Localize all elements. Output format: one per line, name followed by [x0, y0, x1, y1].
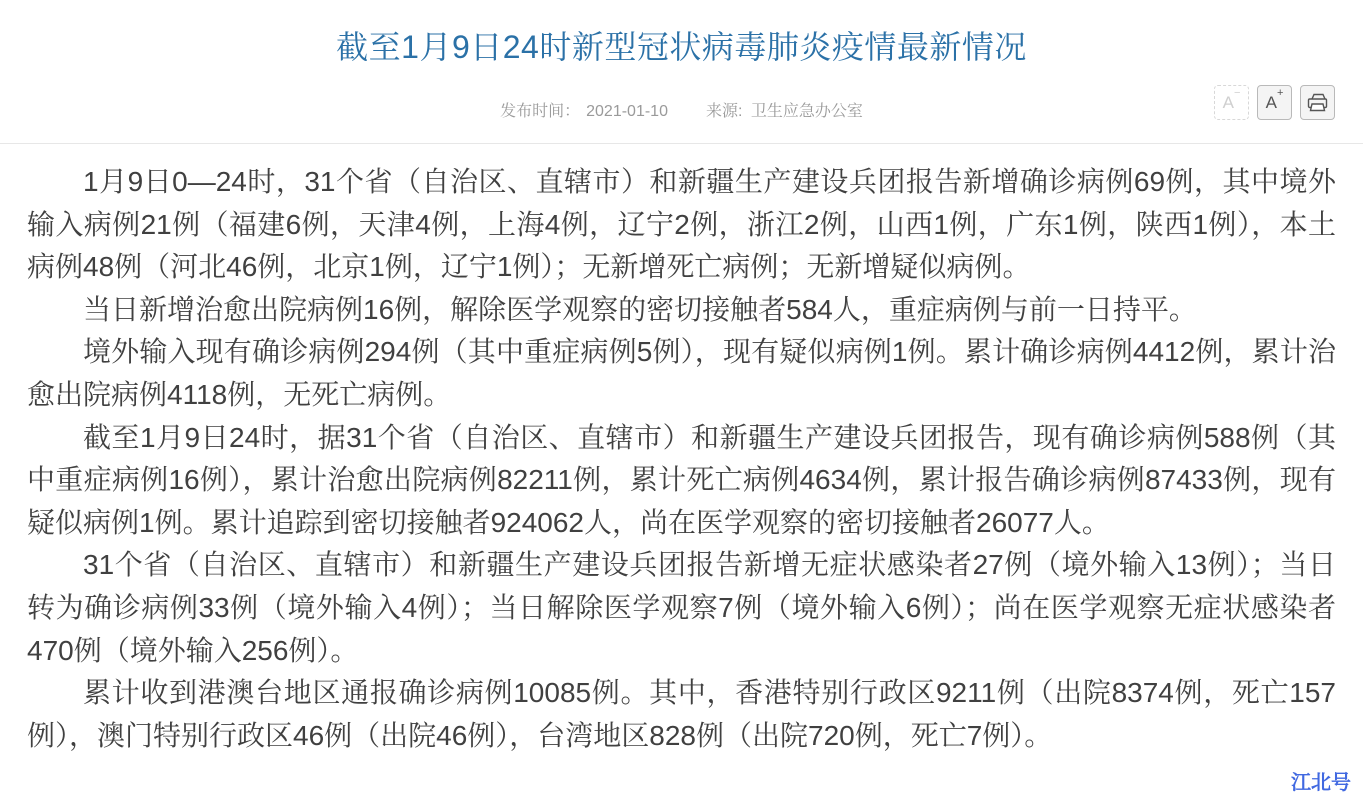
font-increase-icon: A+: [1265, 87, 1284, 112]
paragraph-new-cases: 1月9日0—24时，31个省（自治区、直辖市）和新疆生产建设兵团报告新增确诊病例69例，其中境外输入病例21例（福建6例，天津4例，上海4例，辽宁2例，浙江2例，山西1例，广东1例，陕西1例），本土病例48例（河北46例，北京1例，辽宁1例）；无新增死亡病例；无新增疑似病例。: [27, 166, 1336, 283]
page-title: 截至1月9日24时新型冠状病毒肺炎疫情最新情况: [336, 29, 1027, 65]
font-print-toolbar: [1214, 85, 1335, 120]
header-divider: [0, 143, 1363, 144]
print-button[interactable]: [1300, 85, 1335, 120]
font-increase-button[interactable]: [1257, 85, 1292, 120]
article-body: [0, 144, 1363, 757]
source-value: 卫生应急办公室: [750, 103, 863, 120]
font-decrease-button[interactable]: [1214, 85, 1249, 120]
paragraph-recovered-today: 当日新增治愈出院病例16例，解除医学观察的密切接触者584人，重症病例与前一日持平。: [83, 293, 1197, 325]
article-meta: [0, 98, 1363, 121]
printer-icon: [1307, 93, 1328, 112]
paragraph-imported-cases: 境外输入现有确诊病例294例（其中重症病例5例），现有疑似病例1例。累计确诊病例4412例，累计治愈出院病例4118例，无死亡病例。: [27, 336, 1336, 410]
watermark-badge: 江北号: [1291, 772, 1351, 794]
source-label: 来源:: [705, 103, 743, 120]
paragraph-cumulative: 截至1月9日24时，据31个省（自治区、直辖市）和新疆生产建设兵团报告，现有确诊病例588例（其中重症病例16例），累计治愈出院病例82211例，累计死亡病例4634例，累计报告确诊病例87433例，现有疑似病例1例。累计追踪到密切接触者924062人，尚在医学观察的密切接触者26077人。: [27, 421, 1336, 538]
article-header: [0, 0, 1363, 144]
paragraph-hk-macao-taiwan: 累计收到港澳台地区通报确诊病例10085例。其中，香港特别行政区9211例（出院8374例，死亡157例），澳门特别行政区46例（出院46例），台湾地区828例（出院720例，死亡7例）。: [27, 677, 1336, 751]
publish-date: 2021-01-10: [586, 103, 668, 120]
paragraph-asymptomatic: 31个省（自治区、直辖市）和新疆生产建设兵团报告新增无症状感染者27例（境外输入13例）；当日转为确诊病例33例（境外输入4例）；当日解除医学观察7例（境外输入6例）；尚在医学观察无症状感染者470例（境外输入256例）。: [27, 549, 1336, 666]
publish-time-label: 发布时间：: [500, 103, 581, 120]
font-decrease-icon: A−: [1222, 87, 1241, 112]
